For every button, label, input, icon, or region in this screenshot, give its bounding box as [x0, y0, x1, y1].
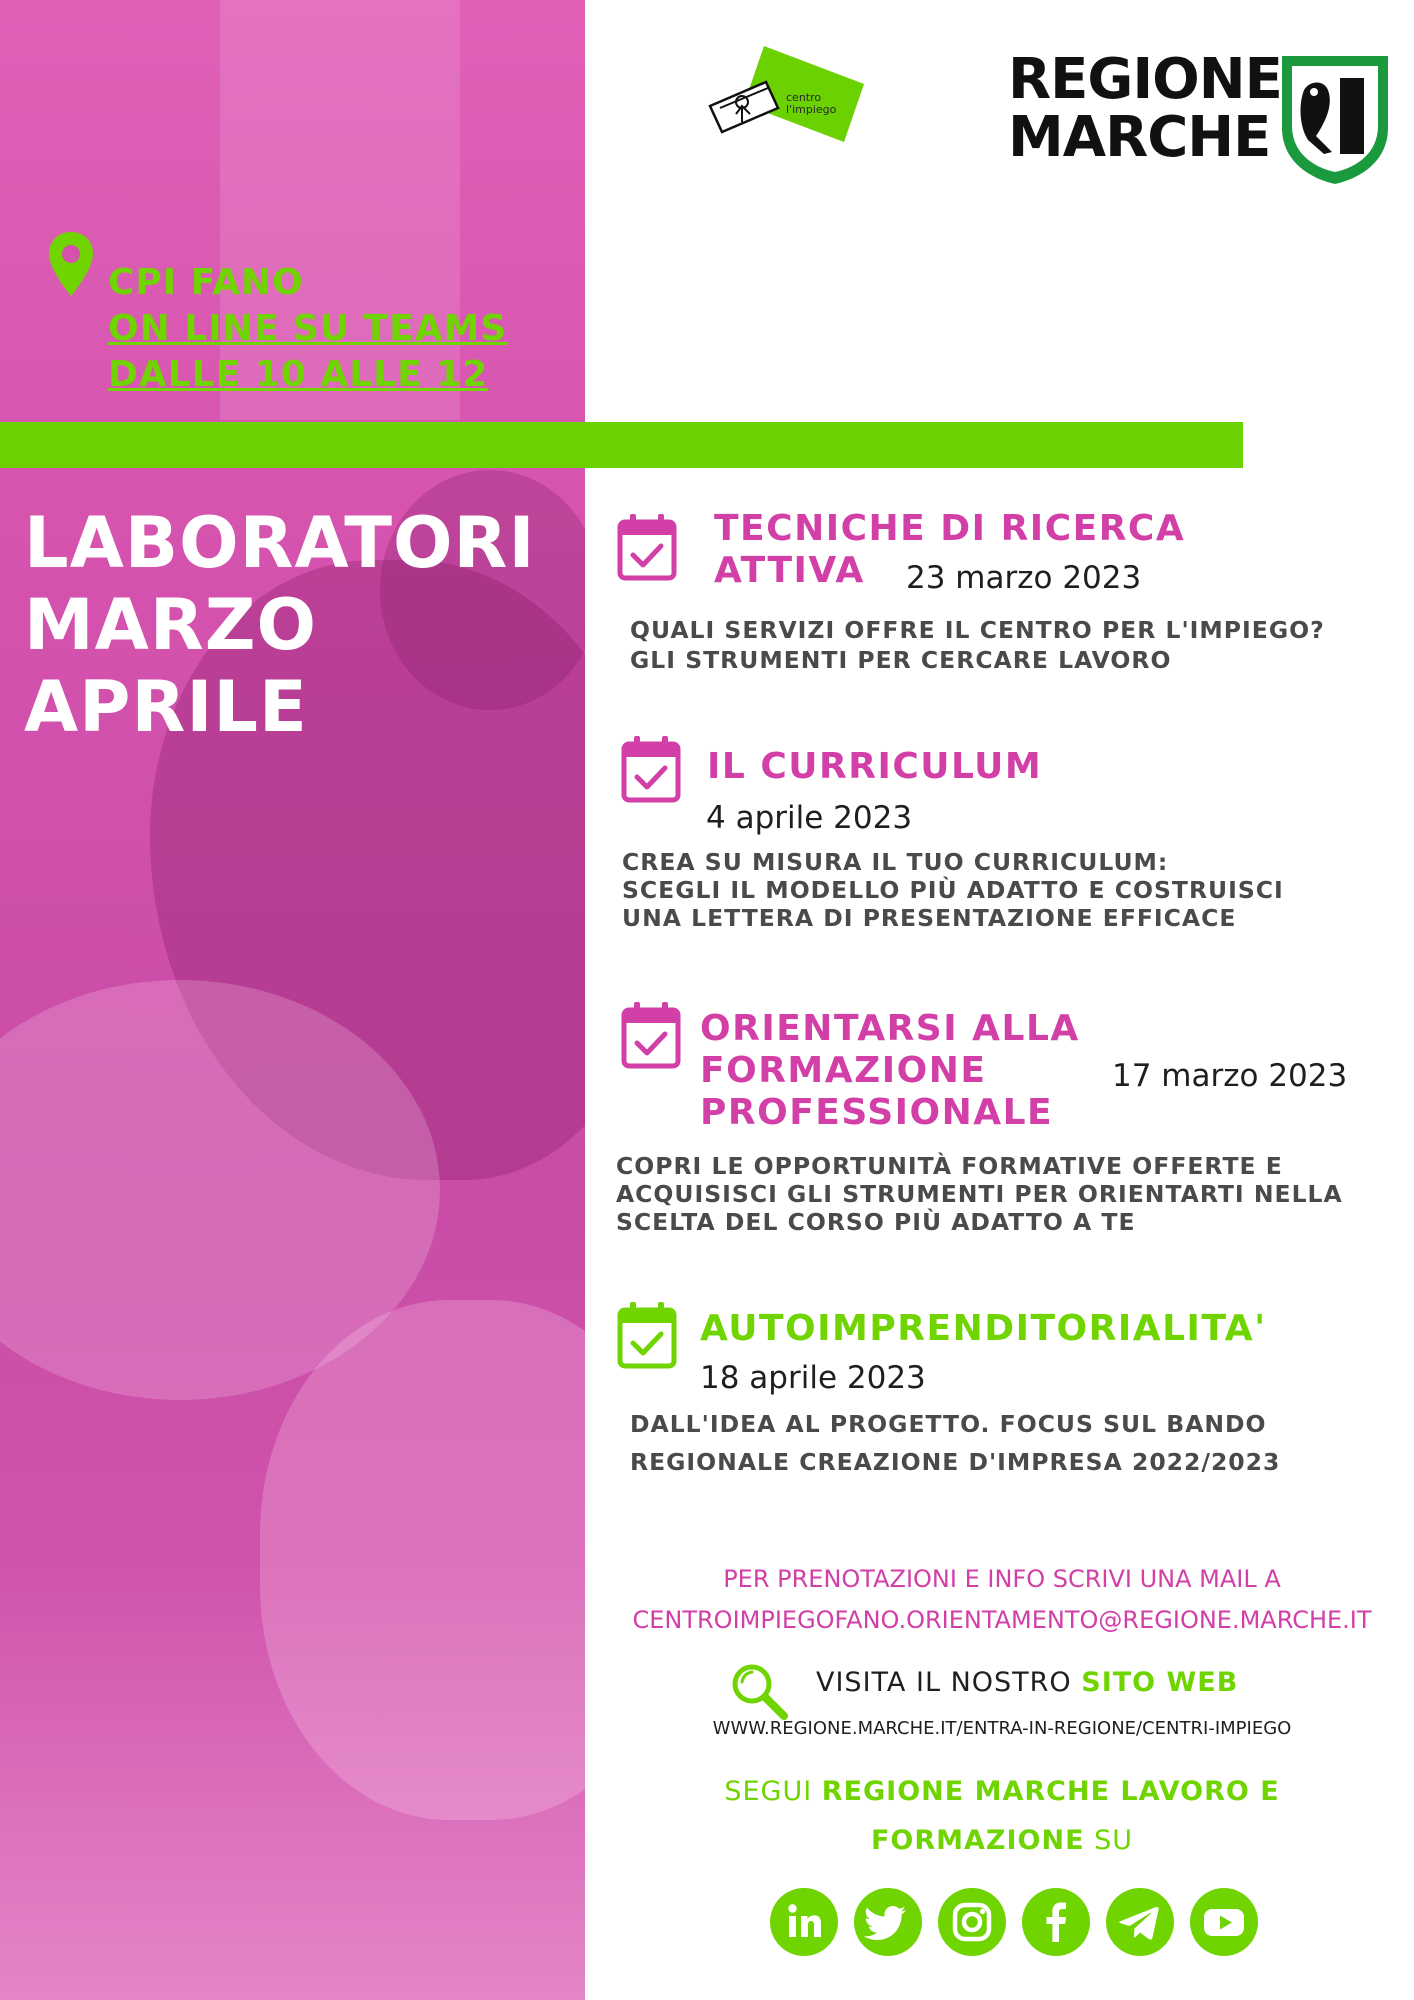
- youtube-icon[interactable]: [1190, 1888, 1258, 1956]
- event-1-desc-line-2: GLI STRUMENTI PER CERCARE LAVORO: [630, 646, 1172, 674]
- green-divider: [0, 422, 1243, 468]
- event-2-date: 4 aprile 2023: [706, 800, 913, 836]
- calendar-check-icon: [620, 734, 682, 804]
- booking-info: PER PRENOTAZIONI E INFO SCRIVI UNA MAIL A: [723, 1565, 1281, 1593]
- telegram-icon[interactable]: [1106, 1888, 1174, 1956]
- event-3-title-line-3: PROFESSIONALE: [700, 1092, 1054, 1133]
- event-1-date: 23 marzo 2023: [906, 560, 1142, 596]
- regione-marche-logo: REGIONE MARCHE: [1008, 50, 1394, 190]
- event-2-desc-line-3: UNA LETTERA DI PRESENTAZIONE EFFICACE: [622, 904, 1237, 932]
- event-4-desc-line-2: REGIONALE CREAZIONE D'IMPRESA 2022/2023: [630, 1448, 1281, 1476]
- event-4-title-line-1: AUTOIMPRENDITORIALITA': [700, 1308, 1267, 1349]
- follow-text-line-1: SEGUI REGIONE MARCHE LAVORO E: [724, 1776, 1280, 1807]
- event-3-desc-line-2: ACQUISISCI GLI STRUMENTI PER ORIENTARTI NELLA: [616, 1180, 1343, 1208]
- website-highlight: SITO WEB: [1081, 1667, 1239, 1698]
- event-1-title-line-1: TECNICHE DI RICERCA: [714, 508, 1186, 549]
- event-1-title-line-2: ATTIVA: [714, 550, 865, 591]
- event-3-title-line-1: ORIENTARSI ALLA: [700, 1008, 1080, 1049]
- social-links: [770, 1888, 1270, 1958]
- main-title-line-3: APRILE: [24, 666, 308, 748]
- website-url-link[interactable]: WWW.REGIONE.MARCHE.IT/ENTRA-IN-REGIONE/CENTRI-IMPIEGO: [712, 1718, 1292, 1739]
- main-title-line-2: MARZO: [24, 584, 317, 666]
- region-shield-icon: [1276, 50, 1394, 188]
- event-3-desc-line-1: COPRI LE OPPORTUNITÀ FORMATIVE OFFERTE E: [616, 1152, 1283, 1180]
- event-3-title-line-2: FORMAZIONE: [700, 1050, 987, 1091]
- cpi-logo-text: centro l'impiego: [786, 91, 837, 116]
- facebook-icon[interactable]: [1022, 1888, 1090, 1956]
- visit-website-text: VISITA IL NOSTRO SITO WEB: [816, 1667, 1239, 1698]
- calendar-check-icon: [616, 1300, 678, 1370]
- main-title-line-1: LABORATORI: [24, 502, 536, 584]
- event-2-title-line-1: IL CURRICULUM: [707, 746, 1043, 787]
- event-3-date: 17 marzo 2023: [1112, 1058, 1348, 1094]
- follow-text-line-2: FORMAZIONE SU: [870, 1825, 1134, 1856]
- event-4-date: 18 aprile 2023: [700, 1360, 926, 1396]
- calendar-check-icon: [616, 512, 678, 582]
- twitter-icon[interactable]: [854, 1888, 922, 1956]
- location-hours: DALLE 10 ALLE 12: [108, 354, 489, 395]
- event-4-desc-line-1: DALL'IDEA AL PROGETTO. FOCUS SUL BANDO: [630, 1410, 1267, 1438]
- booking-email-link[interactable]: CENTROIMPIEGOFANO.ORIENTAMENTO@REGIONE.MARCHE.IT: [632, 1606, 1372, 1634]
- centro-impiego-logo: [706, 44, 866, 144]
- linkedin-icon[interactable]: [770, 1888, 838, 1956]
- location-mode: ON LINE SU TEAMS: [108, 308, 508, 349]
- calendar-check-icon: [620, 1000, 682, 1070]
- event-2-desc-line-1: CREA SU MISURA IL TUO CURRICULUM:: [622, 848, 1169, 876]
- search-icon: [728, 1660, 790, 1722]
- location-name: CPI FANO: [108, 262, 304, 303]
- photo-panel: [0, 0, 585, 2000]
- event-3-desc-line-3: SCELTA DEL CORSO PIÙ ADATTO A TE: [616, 1208, 1136, 1236]
- event-2-desc-line-2: SCEGLI IL MODELLO PIÙ ADATTO E COSTRUISCI: [622, 876, 1284, 904]
- instagram-icon[interactable]: [938, 1888, 1006, 1956]
- map-pin-icon: [46, 230, 96, 300]
- event-1-desc-line-1: QUALI SERVIZI OFFRE IL CENTRO PER L'IMPIEGO?: [630, 616, 1325, 644]
